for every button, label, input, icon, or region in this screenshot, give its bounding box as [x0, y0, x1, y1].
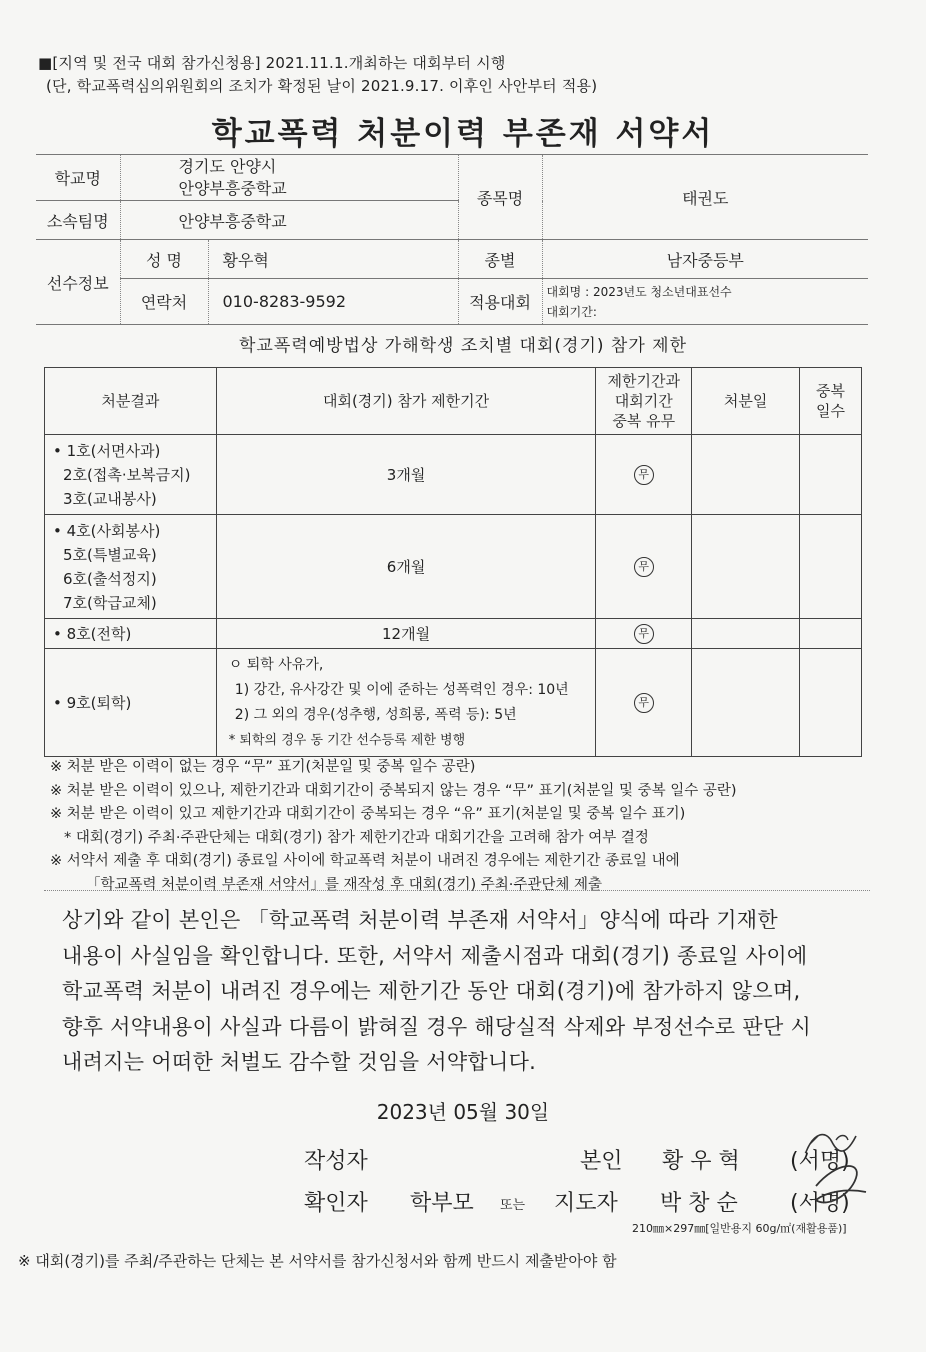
paper-spec: 210㎜×297㎜[일반용지 60g/㎡(재활용품)]	[632, 1222, 847, 1235]
header-overlap: 제한기간과 대회기간 중복 유무	[596, 368, 692, 435]
contact-value: 010-8283-9592	[208, 279, 458, 325]
note-line: ※ 처분 받은 이력이 있고 제한기간과 대회기간이 중복되는 경우 “유” 표기(처분일 및 중복 일수 표기)	[50, 806, 686, 822]
table-row: • 4호(사회봉사) 5호(특별교육) 6호(출석정지) 7호(학급교체) 6개월 무	[45, 515, 862, 619]
competition-name: 대회명 : 2023년도 청소년대표선수	[546, 284, 732, 299]
team-value: 안양부흥중학교	[120, 201, 458, 240]
name-value: 황우혁	[208, 240, 458, 279]
circled-mu-mark: 무	[634, 465, 654, 485]
note-line: 「학교폭력 처분이력 부존재 서약서」를 재작성 후 대회(경기) 주최·주관단체 제출	[86, 876, 603, 893]
circled-mu-mark: 무	[634, 557, 654, 577]
confirmer-role: 지도자	[554, 1191, 618, 1216]
note-line: * 대회(경기) 주최·주관단체는 대회(경기) 참가 제한기간과 대회기간을 고려해 참가 여부 결정	[64, 829, 649, 846]
writer-sign-label: (서명)	[790, 1149, 850, 1174]
player-label: 선수정보	[36, 240, 120, 325]
writer-role: 본인	[580, 1149, 623, 1174]
school-value-line2: 안양부흥중학교	[178, 178, 287, 198]
header-note-1: ■[지역 및 전국 대회 참가신청용] 2021.11.1.개최하는 대회부터 시행	[38, 54, 506, 72]
note-line: ※ 처분 받은 이력이 있으나, 제한기간과 대회기간이 중복되지 않는 경우 “무” 표기(처분일 및 중복 일수 공란)	[50, 782, 737, 799]
confirmer-sign-label: (서명)	[790, 1191, 850, 1216]
header-period: 대회(경기) 참가 제한기간	[216, 368, 596, 435]
document-date: 2023년 05월 30일	[376, 1100, 550, 1124]
handwritten-signature	[786, 1122, 878, 1212]
competition-label: 적용대회	[458, 279, 542, 325]
circled-mu-mark: 무	[634, 693, 654, 713]
writer-name: 황 우 혁	[662, 1149, 740, 1174]
team-label: 소속팀명	[36, 201, 120, 240]
table-row: • 1호(서면사과) 2호(접촉·보복금지) 3호(교내봉사) 3개월 무	[45, 435, 862, 515]
event-label: 종목명	[458, 155, 542, 240]
footer-note: ※ 대회(경기)를 주최/주관하는 단체는 본 서약서를 참가신청서와 함께 반드시 제출받아야 함	[18, 1252, 617, 1270]
header-days: 중복 일수	[800, 368, 862, 435]
confirmer-parent: 학부모	[410, 1191, 474, 1216]
header-result: 처분결과	[45, 368, 217, 435]
header-note-2: (단, 학교폭력심의위원회의 조치가 확정된 날이 2021.9.17. 이후인 사안부터 적용)	[46, 77, 598, 95]
divider	[44, 890, 870, 891]
school-value-line1: 경기도 안양시	[178, 156, 277, 176]
writer-label: 작성자	[304, 1149, 368, 1174]
school-label: 학교명	[36, 155, 120, 201]
table-row: • 8호(전학) 12개월 무	[45, 619, 862, 649]
name-label: 성 명	[120, 240, 208, 279]
note-line: ※ 처분 받은 이력이 없는 경우 “무” 표기(처분일 및 중복 일수 공란)	[50, 759, 476, 775]
confirmer-label: 확인자	[304, 1191, 368, 1216]
restriction-table	[44, 367, 862, 757]
confirmer-name: 박 창 순	[660, 1191, 738, 1216]
event-value: 태권도	[542, 155, 868, 240]
competition-period: 대회기간:	[546, 304, 597, 319]
circled-mu-mark: 무	[634, 624, 654, 644]
info-table	[36, 154, 868, 325]
confirmer-or: 또는	[500, 1198, 526, 1213]
pledge-text: 상기와 같이 본인은 「학교폭력 처분이력 부존재 서약서」양식에 따라 기재한 내용이 사실임을 확인합니다. 또한, 서약서 제출시점과 대회(경기) 종료일 사이에 학교폭력 처분이 내려진 경우에는 제한기간 동안 대회(경기)에 참가하지 않으며, 향후 서약내용이 사실과 다름이 밝혀질 경우 해당실적 삭제와 부정선수로 판단 시 내려지는 어떠한 처벌도 감수할 것임을 서약합니다.	[62, 908, 812, 1074]
notes	[50, 756, 737, 897]
header-date: 처분일	[692, 368, 800, 435]
division-label: 종별	[458, 240, 542, 279]
document-title: 학교폭력 처분이력 부존재 서약서	[211, 116, 715, 152]
table-row: • 9호(퇴학) ㅇ 퇴학 사유가, 1) 강간, 유사강간 및 이에 준하는 성폭력인 경우: 10년 2) 그 외의 경우(성추행, 성희롱, 폭력 등): 5년 * 퇴학의 경우 동 기간 선수등록 제한 병행 무	[45, 649, 862, 757]
contact-label: 연락처	[120, 279, 208, 325]
section-heading: 학교폭력예방법상 가해학생 조치별 대회(경기) 참가 제한	[239, 336, 687, 356]
division-value: 남자중등부	[542, 240, 868, 279]
note-line: ※ 서약서 제출 후 대회(경기) 종료일 사이에 학교폭력 처분이 내려진 경우에는 제한기간 종료일 내에	[50, 853, 680, 869]
